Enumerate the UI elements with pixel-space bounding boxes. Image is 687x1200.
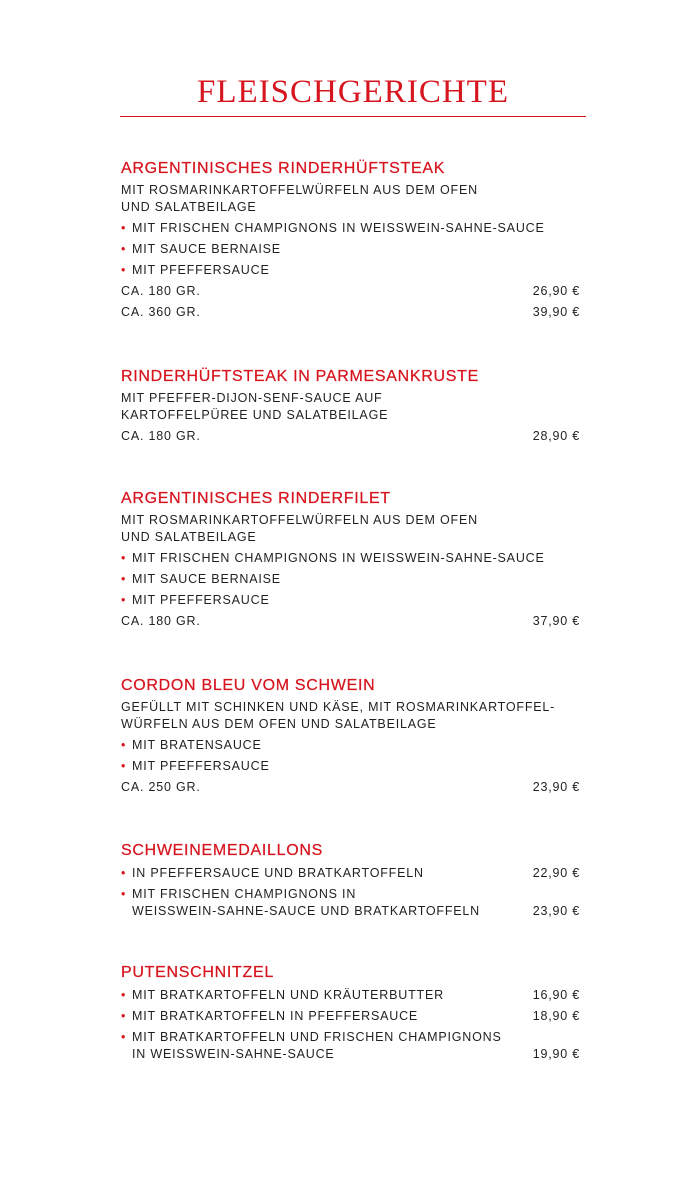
sauce-option [121,220,580,237]
menu-item [121,987,580,1004]
dish-section [121,488,580,630]
item-line: IN WEISSWEIN-SAHNE-SAUCE [132,1047,335,1061]
dish-heading: ARGENTINISCHES RINDERFILET [121,490,391,507]
item-line: WEISSWEIN-SAHNE-SAUCE UND BRATKARTOFFELN [132,904,481,918]
bullet-icon: • [121,1030,127,1044]
size-label: CA. 360 GR. [121,305,201,319]
menu-item [121,886,580,920]
dish-heading: CORDON BLEU VOM SCHWEIN [121,677,376,694]
menu-item [121,1008,580,1025]
bullet-icon: • [121,866,127,880]
bullet-icon: • [121,551,127,565]
size-price-row [121,779,580,796]
size-label: CA. 180 GR. [121,429,201,443]
dish-description: UND SALATBEILAGE [121,200,257,214]
dish-heading: SCHWEINEMEDAILLONS [121,842,323,859]
bullet-icon: • [121,263,127,277]
bullet-icon: • [121,242,127,256]
sauce-option [121,592,580,609]
size-price-row [121,283,580,300]
bullet-icon: • [121,759,127,773]
page-title: FLEISCHGERICHTE [197,74,509,110]
dish-heading: PUTENSCHNITZEL [121,964,274,981]
item-label [121,1008,418,1025]
dish-section [121,962,580,1063]
price: 39,90 € [532,305,580,319]
bullet-icon: • [121,738,127,752]
dish-section [121,675,580,796]
price: 19,90 € [532,1047,580,1061]
price: 18,90 € [532,1009,580,1023]
option-label: MIT FRISCHEN CHAMPIGNONS IN WEISSWEIN-SAHNE-SAUCE [132,221,545,235]
size-price-row [121,304,580,321]
size-label: CA. 180 GR. [121,284,201,298]
size-label: CA. 250 GR. [121,780,201,794]
dish-description: WÜRFELN AUS DEM OFEN UND SALATBEILAGE [121,717,437,731]
sauce-option [121,241,580,258]
title-divider [120,116,586,117]
sauce-option [121,737,580,754]
sauce-option [121,758,580,775]
dish-section [121,158,580,321]
option-label: MIT FRISCHEN CHAMPIGNONS IN WEISSWEIN-SAHNE-SAUCE [132,551,545,565]
item-line: MIT BRATKARTOFFELN UND KRÄUTERBUTTER [132,988,444,1002]
dish-section [121,366,580,445]
option-label: MIT PFEFFERSAUCE [132,759,270,773]
dish-description: MIT ROSMARINKARTOFFELWÜRFELN AUS DEM OFEN [121,183,478,197]
item-line: IN PFEFFERSAUCE UND BRATKARTOFFELN [132,866,424,880]
item-label [121,1029,502,1063]
price: 26,90 € [532,284,580,298]
bullet-icon: • [121,593,127,607]
bullet-icon: • [121,221,127,235]
sauce-option [121,571,580,588]
dish-description: UND SALATBEILAGE [121,530,257,544]
item-line: MIT BRATKARTOFFELN UND FRISCHEN CHAMPIGNONS [132,1030,502,1044]
sauce-option [121,550,580,567]
menu-item [121,865,580,882]
size-price-row [121,613,580,630]
option-label: MIT PFEFFERSAUCE [132,593,270,607]
dish-section [121,840,580,920]
bullet-icon: • [121,1009,127,1023]
dish-description: MIT ROSMARINKARTOFFELWÜRFELN AUS DEM OFEN [121,513,478,527]
bullet-icon: • [121,887,127,901]
price: 22,90 € [532,866,580,880]
price: 23,90 € [532,904,580,918]
price: 28,90 € [532,429,580,443]
price: 37,90 € [532,614,580,628]
option-label: MIT BRATENSAUCE [132,738,262,752]
size-price-row [121,428,580,445]
sauce-option [121,262,580,279]
item-label [121,886,480,920]
dish-description: GEFÜLLT MIT SCHINKEN UND KÄSE, MIT ROSMARINKARTOFFEL- [121,700,556,714]
item-line: MIT BRATKARTOFFELN IN PFEFFERSAUCE [132,1009,419,1023]
menu-item [121,1029,580,1063]
item-label [121,865,424,882]
dish-heading: ARGENTINISCHES RINDERHÜFTSTEAK [121,160,446,177]
option-label: MIT SAUCE BERNAISE [132,572,281,586]
dish-description: MIT PFEFFER-DIJON-SENF-SAUCE AUF [121,391,383,405]
bullet-icon: • [121,572,127,586]
bullet-icon: • [121,988,127,1002]
size-label: CA. 180 GR. [121,614,201,628]
price: 16,90 € [532,988,580,1002]
item-line: MIT FRISCHEN CHAMPIGNONS IN [132,887,357,901]
dish-heading: RINDERHÜFTSTEAK IN PARMESANKRUSTE [121,368,479,385]
item-label [121,987,444,1004]
option-label: MIT SAUCE BERNAISE [132,242,281,256]
price: 23,90 € [532,780,580,794]
option-label: MIT PFEFFERSAUCE [132,263,270,277]
dish-description: KARTOFFELPÜREE UND SALATBEILAGE [121,408,389,422]
